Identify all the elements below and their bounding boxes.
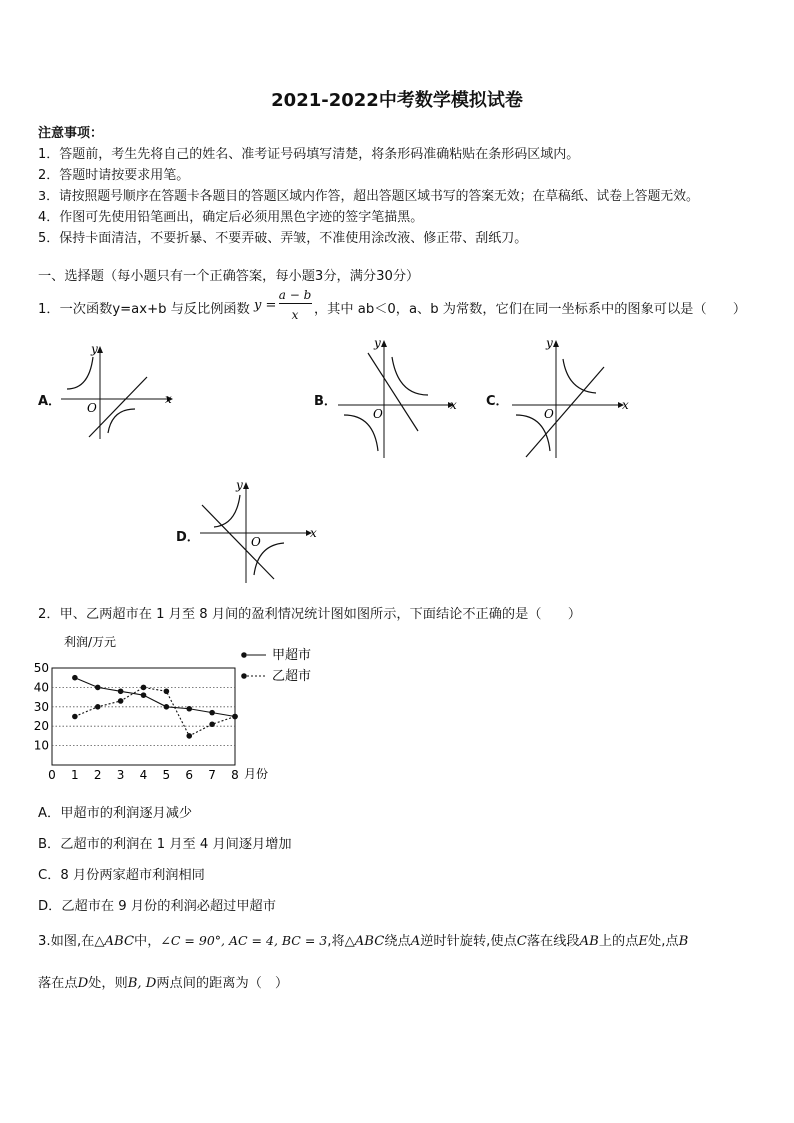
chart-legend-label: 甲超市 (272, 648, 312, 663)
q3-text: 中， (134, 934, 161, 949)
q3-condition: ∠C = 90°, AC = 4, BC = 3 (160, 933, 328, 948)
chart-data-point (118, 688, 124, 694)
q3-text: 落在线段 (526, 934, 580, 949)
note-item: 4．作图可先使用铅笔画出，确定后必须用黑色字迹的签字笔描黑。 (38, 210, 424, 225)
axis-y-label: y (374, 336, 381, 350)
q3-point: A (410, 934, 421, 949)
option-b-label: B． (314, 394, 337, 409)
q3-segment: AB (579, 934, 599, 949)
question-2-option-a: A．甲超市的利润逐月减少 (38, 806, 193, 821)
origin-label: O (251, 535, 261, 549)
axis-x-label: x (622, 398, 629, 412)
chart-data-point (141, 685, 147, 691)
q3-text: 3.如图,在 (38, 934, 95, 949)
question-2-option-b: B．乙超市的利润在 1 月至 4 月间逐月增加 (38, 837, 292, 852)
option-a-label: A． (38, 394, 62, 409)
origin-label: O (87, 401, 97, 415)
question-1-prefix: 1．一次函数y=ax+b 与反比例函数 (38, 302, 250, 317)
chart-data-point (95, 704, 101, 710)
q3-triangle: △ABC (94, 934, 135, 949)
chart-y-tick-label: 30 (33, 699, 49, 714)
question-3-line-2 (38, 972, 288, 991)
chart-x-tick-label: 3 (116, 768, 125, 782)
q3-text: 逆时针旋转,使点 (420, 934, 517, 949)
q3-text: 处，则 (88, 976, 128, 991)
fraction-bar (279, 303, 312, 304)
fraction-denominator: x (291, 308, 299, 322)
q3-text: ,将 (327, 934, 345, 949)
chart-data-point (95, 685, 101, 691)
chart-x-tick-label: 8 (231, 768, 239, 782)
chart-plot-frame (52, 668, 235, 765)
chart-legend-marker (241, 652, 247, 658)
chart-data-point (232, 714, 238, 720)
profit-line-chart (30, 628, 340, 788)
q3-text: 两点间的距离为（ ） (156, 976, 289, 991)
question-2-text: 2．甲、乙两超市在 1 月至 8 月间的盈利情况统计图如图所示，下面结论不正确的是（ ） (38, 607, 582, 622)
chart-x-tick-label: 2 (93, 768, 102, 782)
chart-y-tick-label: 40 (33, 680, 49, 695)
chart-x-tick-label: 4 (139, 768, 148, 782)
q3-text: 处,点 (648, 934, 679, 949)
chart-data-point (186, 706, 192, 712)
chart-x-tick-label: 5 (162, 768, 171, 782)
chart-data-point (72, 714, 78, 720)
graph-option-b (330, 333, 470, 463)
page-title: 2021-2022中考数学模拟试卷 (271, 90, 523, 111)
chart-x-tick-label: 0 (48, 768, 56, 782)
q3-text: 上的点 (598, 934, 639, 949)
graph-option-c (508, 333, 638, 463)
chart-data-point (186, 733, 192, 739)
note-item: 3．请按照题号顺序在答题卡各题目的答题区域内作答，超出答题区域书写的答案无效；在草稿纸、试卷上答题无效。 (38, 189, 699, 204)
question-2-option-d: D．乙超市在 9 月份的利润必超过甲超市 (38, 899, 276, 914)
graph-option-a (55, 335, 185, 445)
origin-label: O (373, 407, 383, 421)
chart-legend-marker (241, 673, 247, 679)
chart-data-point (209, 721, 215, 727)
question-1-suffix: ，其中 ab＜0，a、b 为常数，它们在同一坐标系中的图象可以是（ ） (314, 302, 747, 317)
notes-heading: 注意事项： (38, 126, 104, 141)
q3-text: 落在点 (38, 976, 78, 991)
chart-legend-label: 乙超市 (272, 669, 312, 684)
note-item: 5．保持卡面清洁，不要折暴、不要弄破、弄皱，不准使用涂改液、修正带、刮纸刀。 (38, 231, 528, 246)
q3-point: B (678, 934, 689, 949)
chart-data-point (164, 688, 170, 694)
question-2-option-c: C．8 月份两家超市利润相同 (38, 868, 205, 883)
q3-text: 绕点 (384, 934, 411, 949)
chart-data-point (209, 710, 215, 716)
question-1-formula-lhs: y = (254, 298, 277, 313)
chart-y-tick-label: 10 (33, 738, 49, 753)
origin-label: O (544, 407, 554, 421)
section-heading: 一、选择题（每小题只有一个正确答案，每小题3分，满分30分） (38, 269, 420, 284)
chart-y-tick-label: 50 (33, 661, 49, 675)
chart-data-point (118, 698, 124, 704)
chart-data-point (164, 704, 170, 710)
q3-triangle: △ABC (344, 934, 385, 949)
chart-x-tick-label: 1 (71, 768, 79, 782)
chart-x-axis-label: 月份 (244, 767, 269, 781)
axis-x-label: x (310, 526, 317, 540)
axis-x-label: x (450, 398, 457, 412)
chart-data-point (72, 675, 78, 681)
q3-points: B, D (127, 976, 157, 991)
axis-y-label: y (546, 336, 553, 350)
chart-y-axis-label: 利润/万元 (64, 635, 117, 649)
chart-x-tick-label: 6 (185, 768, 194, 782)
chart-y-tick-label: 20 (33, 719, 49, 734)
note-item: 1．答题前，考生先将自己的姓名、准考证号码填写清楚，将条形码准确粘贴在条形码区域内。 (38, 147, 580, 162)
fraction-numerator: a − b (278, 288, 312, 302)
option-c-label: C． (486, 394, 509, 409)
q3-point: D (77, 976, 89, 991)
graph-option-d (196, 475, 326, 587)
chart-data-point (141, 692, 147, 698)
axis-x-label: x (165, 392, 172, 406)
question-3-line-1 (38, 930, 688, 949)
q3-point: C (516, 934, 527, 949)
axis-y-label: y (91, 342, 98, 356)
axis-y-label: y (236, 478, 243, 492)
chart-x-tick-label: 7 (208, 768, 216, 782)
option-d-label: D． (176, 530, 200, 545)
note-item: 2．答题时请按要求用笔。 (38, 168, 190, 183)
q3-point: E (638, 934, 649, 949)
